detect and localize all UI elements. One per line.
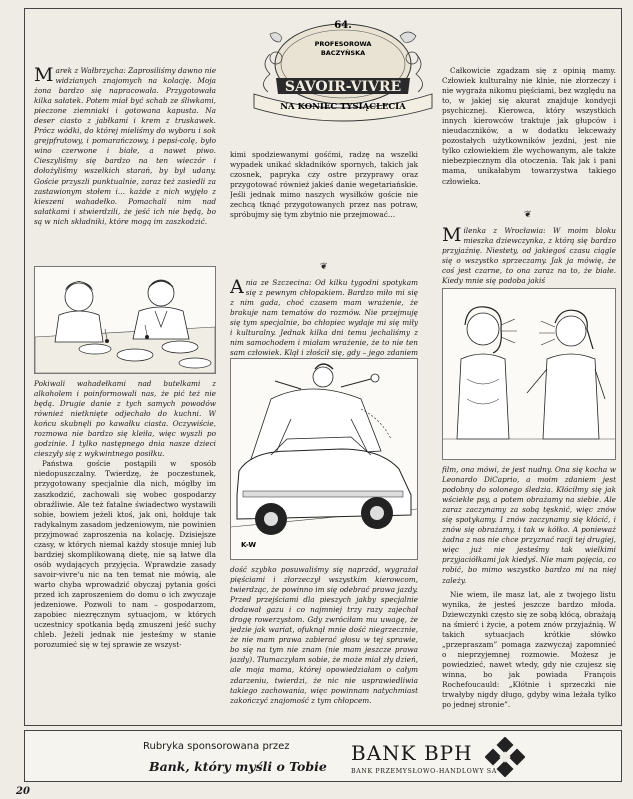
answer-ania-text: Całkowicie zgadzam się z opinią mamy. Człowiek kulturalny nie klnie, nie złorzeczy i nie wygraża nikomu pięściami, bez względu na to, w jakiej się akurat znajduje kondycji psychicznej. Kierowca, który wszystkich innych kierowców traktuje jak głupców i nieudaczników, a w dodatku lekceważy pozostałych użytkowników jezdni, jest nie tylko człowiekiem źle wychowanym, ale także niebezpiecznym dla otoczenia. Tak jak i pani mama, unikałabym towarzystwa takiego człowieka.	[442, 66, 616, 186]
col1-continuation	[34, 379, 216, 650]
separator-1: ❦	[320, 262, 328, 272]
letter-milenka-text: ilenka z Wrocławia: W moim bloku mieszka dziewczynka, z którą się bardzo przyjaźnię. Niestety, od jakiegoś czasu ciągle się o wszystko sprzeczamy. Jak ja mówię, że coś jest czarne, to ona zaraz na to, że białe. Kiedy mnie się podoba jakiś	[442, 226, 616, 286]
letter-ania-text: nia ze Szczecina: Od kilku tygodni spotykam się z pewnym chłopakiem. Bardzo miło mi się z nim gada, choć czasem mam wrażenie, że brakuje nam tematów do rozmów. Nie przejmuję się tym specjalnie, bo chłopiec wydaje mi się miły i kulturalny. Jednak kilka dni temu jechaliśmy z nim samochodem i miałam wrażenie, że to nie ten sam człowiek. Klął i złościł się, gdy – jego zdaniem	[230, 278, 418, 358]
page-number: 20	[16, 786, 30, 797]
bank-name: BANK BPH	[351, 741, 473, 765]
dropcap-m2: M	[442, 226, 462, 246]
answer-marek-end	[230, 150, 418, 220]
column-banner: NA KONIEC TYSIĄCLECIA	[280, 102, 406, 112]
bank-subtitle: BANK PRZEMYSŁOWO-HANDLOWY SA	[351, 768, 497, 775]
illustrator-signature: K-W	[241, 541, 257, 549]
bank-logo-icon	[485, 737, 525, 777]
dinner-illustration	[34, 266, 216, 374]
letter-ania-cont-text: dość szybko posuwaliśmy się naprzód, wygrażał pięściami i złorzeczył wszystkim kierowcom, twierdząc, że powinno im się odebrać prawa jazdy. Przed przejściami dla pieszych jakby specjalnie dodawał gazu i co najmniej trzy razy zajechał drogę rowerzystom. Gdy zwróciłam mu uwagę, że jedzie jak wariat, ofuknął mnie dość niegrzecznie, że nie mam prawa zabierać głosu w tej sprawie, bo się na tym nie znam (nie mam jeszcze prawa jazdy). Tłumaczyłam sobie, że może miał zły dzień, ale moja mama, której opowiedziałam o całym zdarzeniu, twierdzi, że nic nie usprawiedliwia takiego zachowania, więc powinnam natychmiast zakończyć znajomość z tym chłopcem.	[230, 565, 418, 705]
answer-marek-end-text: kimi spodziewanymi gośćmi, radzę na wszelki wypadek unikać składników spornych, takich jak czosnek, papryka czy ostre przyprawy oraz przygotować również jakieś danie wegetariańskie. Jeśli jednak mimo naszych wysiłków goście nie zechcą tknąć przygotowanych przez nas potraw, spróbujmy się tym zbytnio nie przejmować…	[230, 150, 418, 220]
subtitle-line1: PROFESOROWA	[314, 40, 372, 48]
girls-illustration	[442, 288, 616, 460]
girls-drawing	[443, 289, 615, 459]
letter-marek	[34, 66, 216, 227]
answer-ania	[442, 66, 616, 187]
subtitle-line2: BACZYŃSKA	[320, 49, 366, 57]
separator-2: ❦	[524, 210, 532, 220]
dinner-drawing	[35, 267, 215, 373]
car-illustration	[230, 358, 418, 560]
sponsor-label: Rubryka sponsorowana przez	[143, 741, 290, 752]
sponsor-slogan: Bank, który myśli o Tobie	[149, 759, 327, 774]
letter-milenka-cont: film, ona mówi, że jest nudny. Ona się kocha w Leonardo DiCaprio, a moim zdaniem jest podobny do solonego śledzia. Kłóciłmy się jak wściekłe psy, a potem obrażamy na siebie. Ale zaraz zaczynamy za sobą tęsknić, więc znów się spotykamy. I znów zaczynamy się kłócić, i znów się obrażamy, i tak w kółko. A ponieważ żadna z nas nie chce przyznać racji tej drugiej, więc już nie jesteśmy tak wielkimi przyjaciółkami jak kiedyś. Nie mam pojęcia, co robić, bo mimo wszystko bardzo mi na niej zależy.	[442, 465, 616, 585]
savoir-vivre-logo	[240, 14, 446, 126]
answer-milenka: Nie wiem, ile masz lat, ale z twojego listu wynika, że jesteś jeszcze bardzo młoda. Dziewczynki często się ze sobą kłócą, obrażają na śmierć i życie, a potem znów przyjaźnią. W takich sytuacjach krótkie słówko „przepraszam” pomaga zazwyczaj zapomnieć o nieprzyjemnej rozmowie. Możesz je powiedzieć, nawet wtedy, gdy nie czujesz się winna, bo jak powiada François Rochefoucauld: „Kłótnie i sprzeczki nie trwałyby nigdy długo, gdyby wina leżała tylko po jednej stronie”.	[442, 589, 616, 710]
letter-marek-cont: Pokiwali wahadełkami nad butelkami z alkoholem i poinformowali nas, że pić też nie będą. Drugie danie z tych samych powodów również nietknięte odjechało do kuchni. W końcu skubnęli po kawałku ciasta. Oczywiście, rozmowa nie bardzo się kleiła, więc wyszli po godzinie. I tylko następnego dnia nasze dzieci cieszyły się z wykwintnego posiłku.	[34, 379, 216, 459]
sponsor-box	[24, 730, 622, 782]
issue-number: 64.	[334, 20, 352, 31]
car-drawing	[231, 359, 417, 559]
col3-continuation	[442, 465, 616, 710]
column-title: SAVOIR-VIVRE	[284, 79, 402, 95]
letter-milenka	[442, 226, 616, 286]
letter-marek-text: arek z Wałbrzycha: Zaprosiliśmy dawno nie widzianych znajomych na kolację. Moja żona bardzo się napracowała. Przygotowała kilka sałatek. Potem miał być schab ze śliwkami, pieczone ziemniaki i gotowana kapusta. Na deser ciasto z jabłkami i krem z truskawek. Prócz wódki, do której mieliśmy do wyboru i sok grejpfrutowy, i pomarańczowy, i pepsi-colę, było wino czerwone i białe, a nawet piwo. Cieszyliśmy się bardzo na ten wieczór i dołożyliśmy wszelkich starań, by był udany. Goście przyszli punktualnie, zaraz też zasiedli za zastawionym stołem i… każde z nich wyjęło z kieszeni wahadełko. Pomachali nim nad sałatkami i stwierdzili, że jeść ich nie będą, bo są w nich składniki, które mogą im zaszkodzić.	[34, 66, 216, 226]
dropcap-m: M	[34, 66, 54, 86]
letter-ania-cont	[230, 565, 418, 706]
dropcap-a: A	[230, 278, 244, 298]
answer-marek: Państwa goście postąpili w sposób niedopuszczalny. Twierdzę, że poczestunek, przygotowany specjalnie dla nich, mógłby im zaszkodzić, zachowali się wobec gospodarzy obraźliwie. Ale też fatalne świadectwo wystawili sobie, bowiem jeżeli ktoś, jak oni, hołduje tak radykalnym zasadom jedzeniowym, nie powinien przyjmować zaproszenia na kolację. Dzisiejsze czasy, w których niemal każdy stosuje mniej lub bardziej skomplikowaną dietę, nie są łatwe dla osób wydających przyjęcia. Wprawdzie zasady savoir-vivre'u nic na ten temat nie mówią, ale warto chyba wprowadzić obyczaj pytania gości przed ich zaproszeniem do domu o ich zwyczaje jedzeniowe. Pozwoli to nam – gospodarzom, zapobiec niezręcznym sytuacjom, w których uczestnicy spotkania będą zmuszeni jeść suchy chleb. Jeżeli jednak nie jesteśmy w stanie porozumieć się w tej sprawie ze wszyst-	[34, 459, 216, 650]
letter-ania	[230, 278, 418, 368]
